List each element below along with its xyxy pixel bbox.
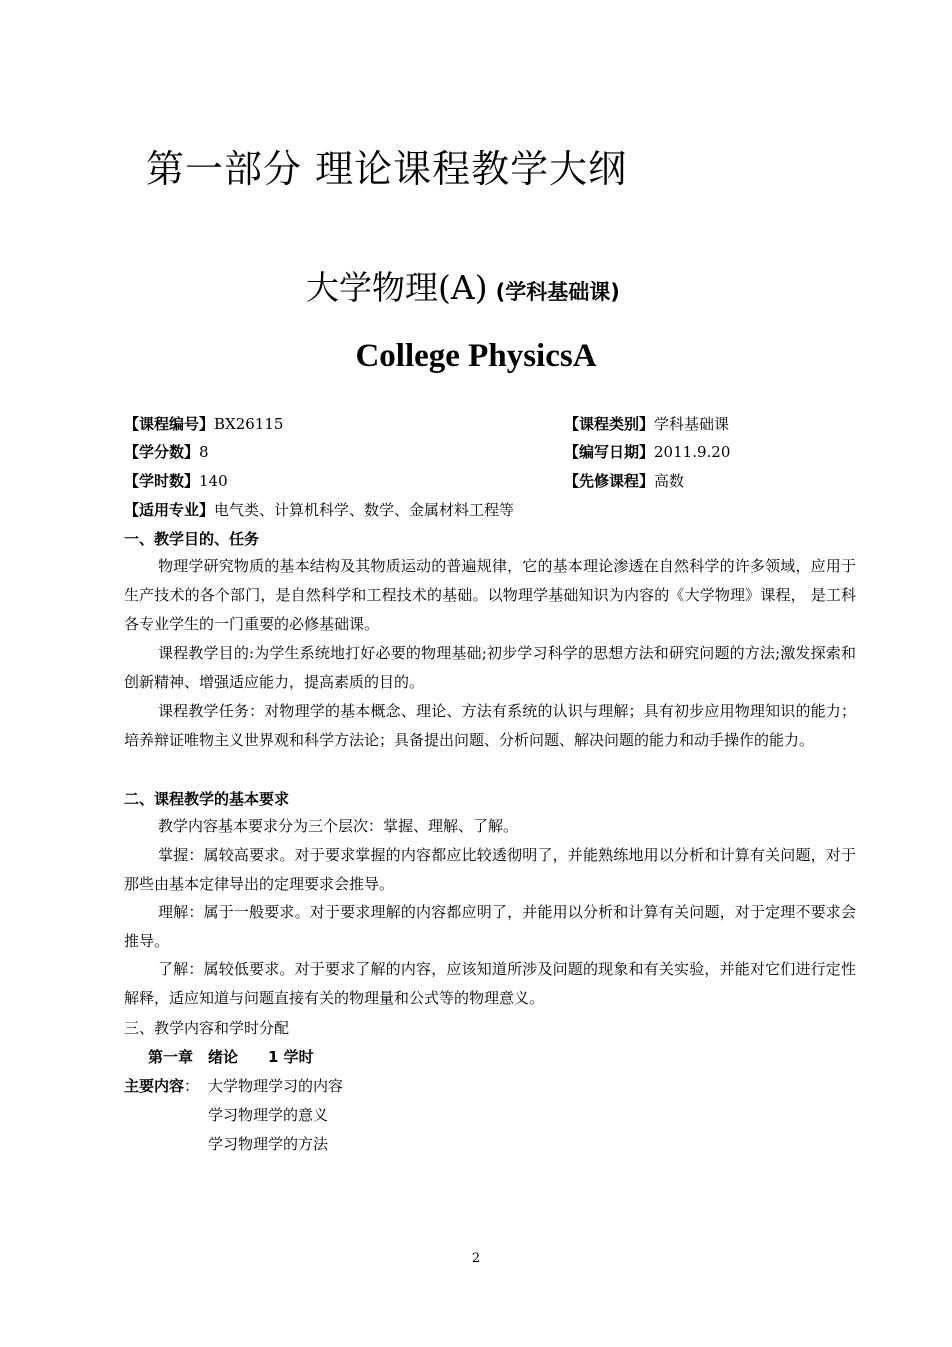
majors-value: 电气类、计算机科学、数学、金属材料工程等 — [214, 501, 515, 519]
date-value: 2011.9.20 — [654, 443, 731, 461]
part-title: 第一部分 理论课程教学大纲 — [146, 147, 628, 191]
main-content-colon: ： — [184, 1077, 200, 1095]
section-2-paragraph-3: 理解：属于一般要求。对于要求理解的内容都应明了，并能用以分析和计算有关问题，对于定理不要求会推导。 — [124, 903, 856, 950]
majors-row — [124, 499, 514, 520]
section-1-paragraph-3: 课程教学任务：对物理学的基本概念、理论、方法有系统的认识与理解；具有初步应用物理知识的能力；培养辩证唯物主义世界观和科学方法论；具备提出问题、分析问题、解决问题的能力和动手操作的能力。 — [124, 702, 856, 749]
course-type-row — [564, 413, 729, 434]
section-1-paragraph-1: 物理学研究物质的基本结构及其物质运动的普遍规律，它的基本理论渗透在自然科学的许多领域，应用于生产技术的各个部门，是自然科学和工程技术的基础。以物理学基础知识为内容的《大学物理》课程， 是工科各专业学生的一门重要的必修基础课。 — [124, 557, 856, 633]
date-row — [564, 441, 730, 462]
course-title-english: College PhysicsA — [355, 338, 597, 374]
main-content-label: 主要内容 — [124, 1077, 185, 1095]
course-title-text: 大学物理(A) — [306, 268, 488, 307]
section-2-paragraph-2: 掌握：属较高要求。对于要求掌握的内容都应比较透彻明了，并能熟练地用以分析和计算有关问题，对于那些由基本定律导出的定理要求会推导。 — [124, 846, 856, 893]
content-item: 大学物理学习的内容 — [208, 1077, 344, 1095]
credits-label: 【学分数】 — [124, 443, 200, 461]
credits-value: 8 — [199, 443, 209, 461]
course-code-value: BX26115 — [214, 415, 284, 433]
prereq-value: 高数 — [654, 472, 685, 490]
content-item: 学习物理学的意义 — [208, 1106, 329, 1124]
majors-label: 【适用专业】 — [124, 501, 215, 519]
section-1-heading: 一、教学目的、任务 — [124, 530, 260, 548]
course-code-label: 【课程编号】 — [124, 415, 215, 433]
date-label: 【编写日期】 — [564, 443, 655, 461]
course-title-note: (学科基础课) — [495, 280, 620, 304]
section-1-paragraph-2: 课程教学目的:为学生系统地打好必要的物理基础;初步学习科学的思想方法和研究问题的方法;激发探索和创新精神、增强适应能力，提高素质的目的。 — [124, 644, 856, 691]
prereq-label: 【先修课程】 — [564, 472, 655, 490]
credits-row — [124, 441, 209, 462]
hours-value: 140 — [199, 472, 228, 490]
course-type-label: 【课程类别】 — [564, 415, 655, 433]
course-title — [306, 262, 620, 309]
course-type-value: 学科基础课 — [654, 415, 730, 433]
course-code-row — [124, 413, 283, 434]
content-item: 学习物理学的方法 — [208, 1135, 329, 1153]
section-3-heading: 三、教学内容和学时分配 — [124, 1019, 290, 1037]
section-2-paragraph-1: 教学内容基本要求分为三个层次：掌握、理解、了解。 — [158, 817, 519, 835]
hours-row — [124, 470, 228, 491]
chapter-1-heading: 第一章 绪论 1 学时 — [148, 1048, 314, 1066]
prereq-row — [564, 470, 684, 491]
section-2-heading: 二、课程教学的基本要求 — [124, 790, 290, 808]
hours-label: 【学时数】 — [124, 472, 200, 490]
main-content-label-row — [124, 1075, 199, 1096]
section-2-paragraph-4: 了解：属较低要求。对于要求了解的内容，应该知道所涉及问题的现象和有关实验，并能对它们进行定性解释，适应知道与问题直接有关的物理量和公式等的物理意义。 — [124, 960, 856, 1007]
page-number: 2 — [471, 1251, 481, 1266]
